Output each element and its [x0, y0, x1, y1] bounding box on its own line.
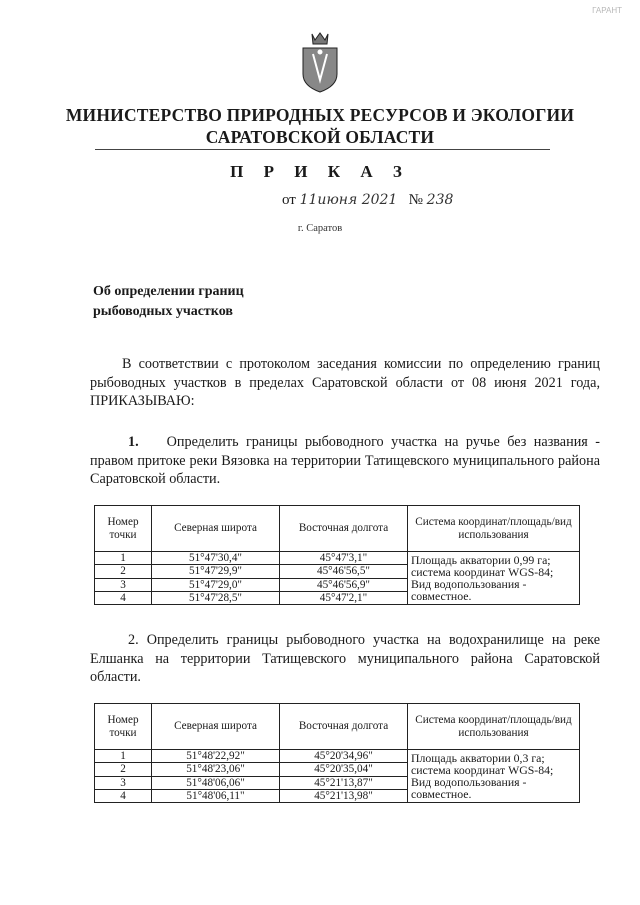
point-number: 1	[95, 750, 152, 763]
order-date-line	[282, 192, 453, 209]
point-number: 4	[95, 591, 152, 604]
point-lon: 45°21'13,98"	[280, 789, 408, 802]
order-subject	[93, 282, 244, 322]
item1-text: Определить границы рыбоводного участка на ручье без названия - правом притоке реки Вязовка на территории Татищевского муниципального района Саратовской области.	[90, 434, 600, 487]
point-lon: 45°47'3,1"	[280, 552, 408, 565]
order-number-label: №	[408, 192, 423, 208]
point-number: 2	[95, 763, 152, 776]
order-number: 238	[426, 192, 454, 208]
header-system: Система координат/площадь/вид использования	[408, 506, 580, 552]
ministry-title-line2: САРАТОВСКОЙ ОБЛАСТИ	[205, 127, 435, 147]
table-row	[95, 552, 580, 565]
point-lat: 51°47'29,9"	[152, 565, 280, 578]
header-lon: Восточная долгота	[280, 506, 408, 552]
system-cell: Площадь акватории 0,3 га; система координат WGS-84; Вид водопользования - совместное.	[408, 750, 580, 803]
point-lon: 45°20'35,04"	[280, 763, 408, 776]
header-point: Номер точки	[95, 704, 152, 750]
point-lon: 45°21'13,87"	[280, 776, 408, 789]
header-divider	[95, 149, 550, 150]
point-number: 3	[95, 776, 152, 789]
header-system: Система координат/площадь/вид использования	[408, 704, 580, 750]
item1-paragraph	[90, 433, 600, 489]
coordinates-table-1	[94, 505, 580, 605]
ministry-title	[0, 104, 640, 148]
point-lat: 51°47'29,0"	[152, 578, 280, 591]
point-number: 1	[95, 552, 152, 565]
point-number: 4	[95, 789, 152, 802]
ministry-title-line1: МИНИСТЕРСТВО ПРИРОДНЫХ РЕСУРСОВ И ЭКОЛОГИИ	[65, 105, 575, 125]
order-title: П Р И К А З	[230, 162, 410, 181]
point-lat: 51°48'22,92"	[152, 750, 280, 763]
coat-of-arms-emblem	[295, 30, 345, 94]
header-lat: Северная широта	[152, 506, 280, 552]
item1-number: 1.	[128, 434, 139, 450]
order-from-label: от	[282, 192, 296, 208]
system-cell: Площадь акватории 0,99 га; система координат WGS-84; Вид водопользования - совместное.	[408, 552, 580, 605]
order-subject-line2: рыбоводных участков	[93, 304, 233, 319]
order-city: г. Саратов	[297, 223, 343, 234]
order-subject-line1: Об определении границ	[93, 284, 244, 299]
coordinates-table-2	[94, 703, 580, 803]
point-number: 2	[95, 565, 152, 578]
header-lat: Северная широта	[152, 704, 280, 750]
point-lat: 51°48'06,11"	[152, 789, 280, 802]
point-number: 3	[95, 578, 152, 591]
item2-paragraph: 2. Определить границы рыбоводного участка на водохранилище на реке Елшанка на территории Татищевского муниципального района Саратовской области.	[90, 632, 600, 685]
point-lon: 45°47'2,1"	[280, 591, 408, 604]
intro-paragraph: В соответствии с протоколом заседания комиссии по определению границ рыбоводных участков в пределах Саратовской области от 08 июня 2021 года, ПРИКАЗЫВАЮ:	[90, 356, 600, 409]
order-date: 11июня 2021	[299, 192, 398, 208]
header-point: Номер точки	[95, 506, 152, 552]
point-lat: 51°47'30,4"	[152, 552, 280, 565]
point-lat: 51°47'28,5"	[152, 591, 280, 604]
header-lon: Восточная долгота	[280, 704, 408, 750]
point-lon: 45°20'34,96"	[280, 750, 408, 763]
point-lon: 45°46'56,5"	[280, 565, 408, 578]
point-lat: 51°48'23,06"	[152, 763, 280, 776]
table-row	[95, 750, 580, 763]
point-lon: 45°46'56,9"	[280, 578, 408, 591]
point-lat: 51°48'06,06"	[152, 776, 280, 789]
corner-watermark: ГАРАНТ	[592, 6, 622, 15]
